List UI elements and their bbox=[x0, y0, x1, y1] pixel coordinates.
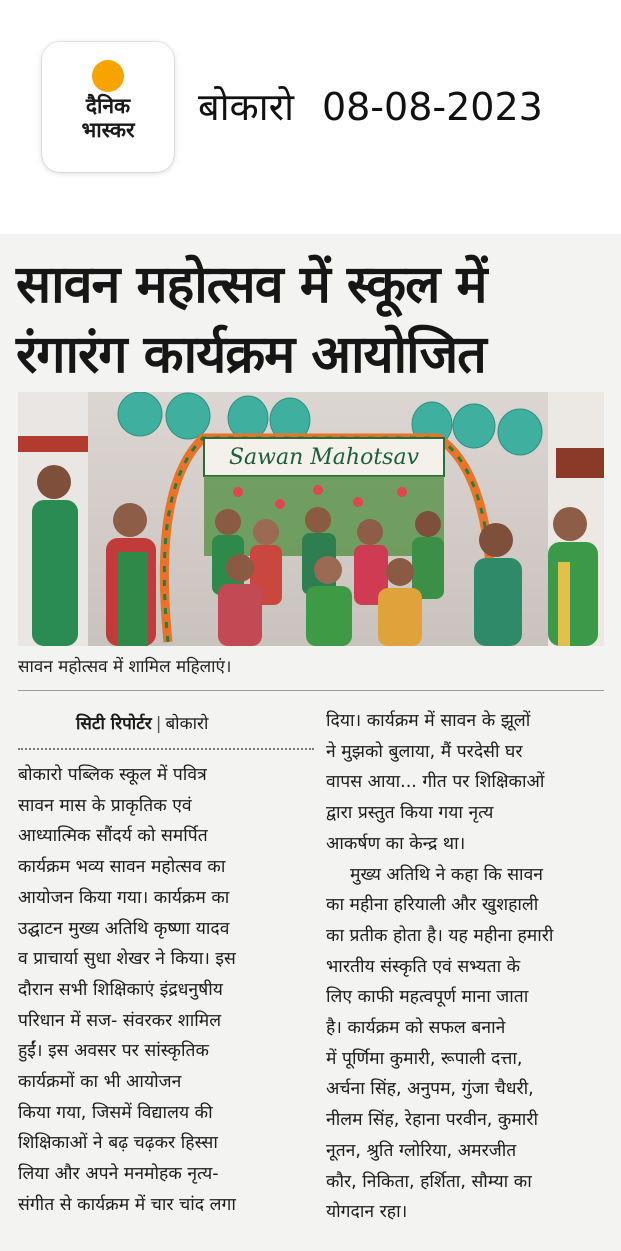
text-line: वापस आया... गीत पर शिक्षिकाओं bbox=[326, 772, 545, 793]
text-line: ने मुझको बुलाया, मैं परदेसी घर bbox=[326, 741, 523, 762]
text-line: दिया। कार्यक्रम में सावन के झूलों bbox=[326, 711, 531, 731]
text-line: शिक्षिकाओं ने बढ़ चढ़कर हिस्सा bbox=[18, 1133, 218, 1154]
text-line: आकर्षण का केन्द्र था। bbox=[326, 833, 466, 854]
byline bbox=[76, 712, 208, 736]
photo-caption: सावन महोत्सव में शामिल महिलाएं। bbox=[18, 657, 232, 677]
text-line: कार्यक्रम भव्य सावन महोत्सव का bbox=[18, 857, 226, 878]
text-line: सावन मास के प्राकृतिक एवं bbox=[18, 795, 192, 816]
text-line: परिधान में सज- संवरकर शामिल bbox=[18, 1010, 222, 1031]
dainik-bhaskar-logo bbox=[42, 42, 174, 172]
text-line: संगीत से कार्यक्रम में चार चांद लगा bbox=[18, 1194, 236, 1215]
article-photo bbox=[18, 392, 604, 646]
text-line: लिया और अपने मनमोहक नृत्य- bbox=[18, 1164, 219, 1185]
photo-banner-text: Sawan Mahotsav bbox=[228, 445, 420, 470]
text-line: व प्राचार्या सुधा शेखर ने किया। इस bbox=[18, 949, 236, 970]
article-column-right bbox=[326, 706, 606, 1228]
text-line: दौरान सभी शिक्षिकाएं इंद्रधनुषीय bbox=[18, 979, 223, 1000]
text-line: लिए काफी महत्वपूर्ण माना जाता bbox=[326, 987, 529, 1008]
text-line: का प्रतीक होता है। यह महीना हमारी bbox=[326, 925, 554, 946]
caption-divider bbox=[18, 690, 604, 691]
headline-line-1: सावन महोत्सव में स्कूल में bbox=[16, 255, 487, 315]
text-line: नूतन, श्रुति ग्लोरिया, अमरजीत bbox=[326, 1140, 517, 1161]
logo-text-line2: भास्कर bbox=[81, 118, 135, 142]
byline-city: बोकारो bbox=[165, 714, 209, 734]
byline-author: सिटी रिपोर्टर bbox=[76, 714, 152, 734]
edition-date: 08-08-2023 bbox=[321, 85, 543, 129]
sun-icon bbox=[92, 60, 124, 92]
byline-divider bbox=[18, 748, 314, 750]
text-line: हुईं। इस अवसर पर सांस्कृतिक bbox=[18, 1041, 209, 1062]
text-line: द्वारा प्रस्तुत किया गया नृत्य bbox=[326, 803, 494, 824]
text-line: नीलम सिंह, रेहाना परवीन, कुमारी bbox=[326, 1110, 539, 1131]
text-line: है। कार्यक्रम को सफल बनाने bbox=[326, 1018, 506, 1039]
text-line: में पूर्णिमा कुमारी, रूपाली दत्ता, bbox=[326, 1048, 523, 1069]
text-line: भारतीय संस्कृति एवं सभ्यता के bbox=[326, 956, 521, 977]
text-line: कौर, निकिता, हर्शिता, सौम्या का bbox=[326, 1171, 532, 1192]
text-line: कार्यक्रमों का भी आयोजन bbox=[18, 1072, 182, 1093]
text-line: अर्चना सिंह, अनुपम, गुंजा चैधरी, bbox=[326, 1079, 534, 1100]
text-line: आध्यात्मिक सौंदर्य को समर्पित bbox=[18, 826, 208, 847]
headline-line-2: रंगारंग कार्यक्रम आयोजित bbox=[16, 325, 486, 385]
article-column-left bbox=[18, 760, 310, 1221]
text-line: किया गया, जिसमें विद्यालय की bbox=[18, 1102, 213, 1123]
byline-separator: | bbox=[155, 714, 162, 734]
text-line: आयोजन किया गया। कार्यक्रम का bbox=[18, 887, 230, 908]
edition-city: बोकारो bbox=[198, 85, 294, 129]
edition-header bbox=[198, 80, 608, 134]
logo-text-line1: दैनिक bbox=[85, 94, 131, 118]
text-line: उद्घाटन मुख्य अतिथि कृष्णा यादव bbox=[18, 918, 230, 939]
text-line: मुख्य अतिथि ने कहा कि सावन bbox=[350, 864, 544, 885]
text-line: योगदान रहा। bbox=[326, 1202, 408, 1223]
text-line: बोकारो पब्लिक स्कूल में पवित्र bbox=[18, 765, 207, 785]
text-line: का महीना हरियाली और खुशहाली bbox=[326, 895, 539, 916]
